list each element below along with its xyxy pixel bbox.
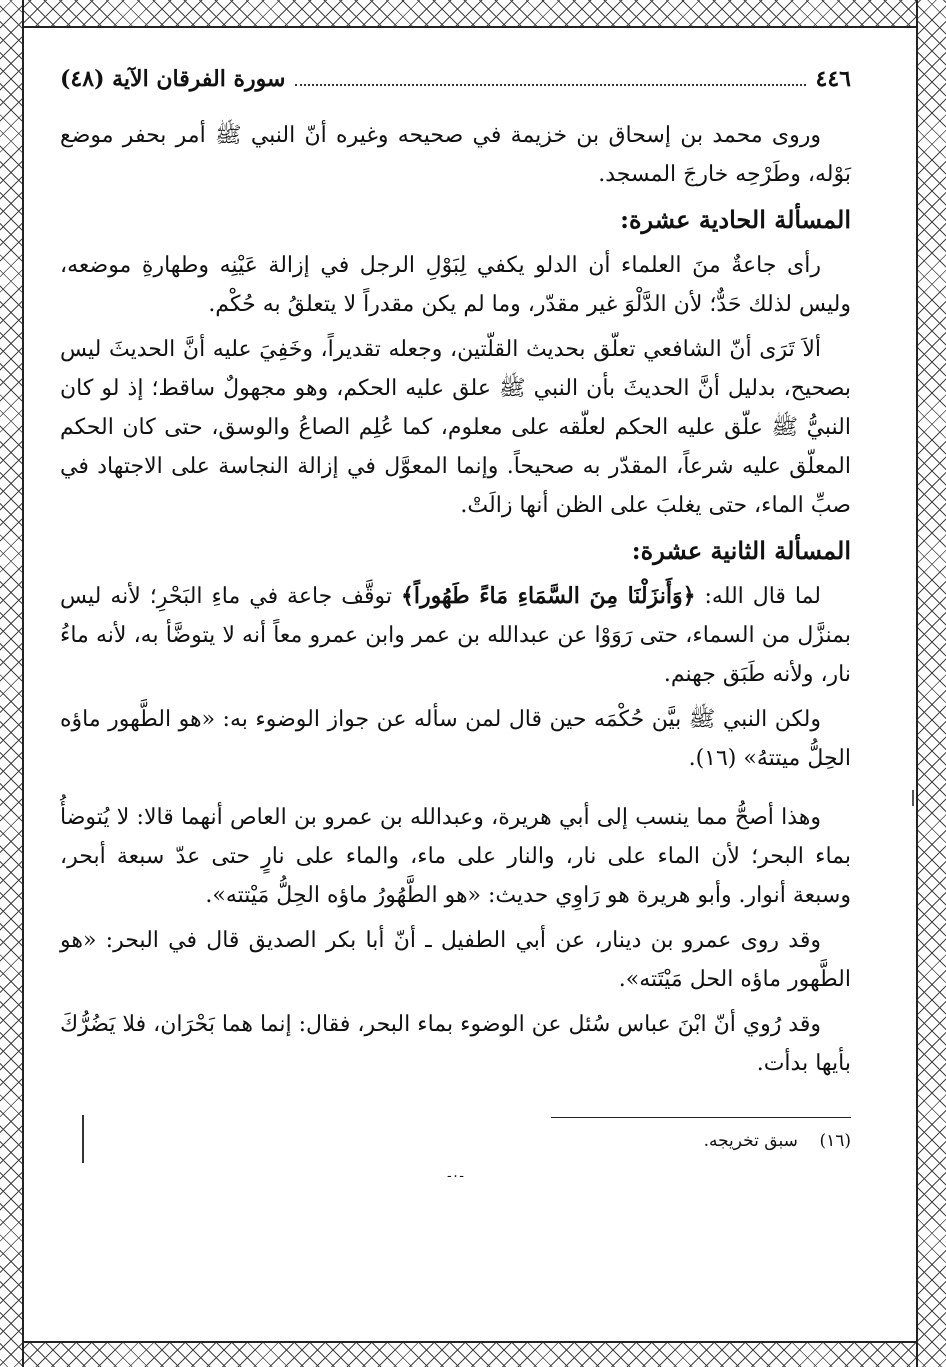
footnote-number: (١٦) xyxy=(819,1131,851,1151)
paragraph: وقد رُوي أنّ ابْنَ عباس سُئل عن الوضوء بماء البحر، فقال: إنما هما بَحْرَان، فلا يَضُرُّكَ بأيها بدأت. xyxy=(60,1012,851,1076)
section-heading: المسألة الثانية عشرة: xyxy=(631,536,851,565)
running-header xyxy=(60,60,851,110)
paragraph: ألاَ تَرَى أنّ الشافعي تعلّق بحديث القلّتين، وجعله تقديراً، وخَفِيَ عليه أنَّ الحديثَ ليس بصحيح، بدليل أنَّ الحديثَ بأن النبي ﷺ علق عليه الحكم، وهو مجهولٌ ساقط؛ إذ لو كان النبيُّ ﷺ علّق عليه الحكم لعلّقه على معلوم، كما عُلِم الصاعُ والوسق، حتى كان الحكم المعلّق عليه شرعاً، المقدّر به صحيحاً. وإنما المعوَّل في إزالة النجاسة على الاجتهاد في صبِّ الماء، حتى يغلبَ على الظن أنها زالَتْ. xyxy=(60,337,851,518)
paragraph: ولكن النبي ﷺ بيَّن حُكْمَه حين قال لمن سأله عن جواز الوضوء به: «هو الطَّهور ماؤه الحِلُّ ميتتهُ» (١٦). xyxy=(60,707,851,771)
decorative-border-left xyxy=(0,0,24,1367)
page-number: ٤٤٦ xyxy=(815,66,851,92)
footnote xyxy=(60,1128,851,1154)
header-title: سورة الفرقان الآية (٤٨) xyxy=(60,66,286,92)
decorative-border-top xyxy=(0,0,946,28)
decorative-border-right xyxy=(916,0,946,1367)
footnote-text: سبق تخريجه. xyxy=(703,1131,798,1151)
paragraph: وهذا أصحُّ مما ينسب إلى أبي هريرة، وعبدالله بن عمرو بن العاص أنهما قالا: لا يُتوضأُ بماء البحر؛ لأن الماء على نار، والنار على ماء، والماء على نارٍ حتى عدّ سبعة أبحر، وسبعة أنوار. وأبو هريرة هو رَاوِي حديث: «هو الطَّهُورُ ماؤه الحِلُّ مَيْتته». xyxy=(60,805,851,908)
section-heading: المسألة الحادية عشرة: xyxy=(620,205,851,234)
paragraph-continuation: توقَّف جاعة في ماءِ البَحْرِ؛ لأنه ليس بمنزَّل من السماء، حتى رَوَوْا عن عبدالله بن عمر وابن عمرو معاً أنه لا يتوضَّأ به، لأنه ماءُ نار، ولأنه طَبَق جهنم. xyxy=(60,584,851,687)
paragraph: رأى جاعةٌ منَ العلماء أن الدلو يكفي لِبَوْلِ الرجل في إزالة عَيْنِه وطهارةِ موضعه، وليس لذلك حَدٌّ؛ لأن الدَّلْوَ غير مقدّر، وما لم يكن مقدراً لا يتعلقُ به حُكْم. xyxy=(60,253,851,317)
spacer xyxy=(60,778,851,792)
paragraph xyxy=(60,577,851,694)
margin-mark xyxy=(912,790,914,806)
page-mark: -٠- xyxy=(447,1168,464,1184)
quote-intro: لما قال الله: xyxy=(704,584,822,609)
quran-verse: ﴿وَأَنزَلْنَا مِنَ السَّمَاءِ مَاءً طَهُوراً﴾ xyxy=(400,583,696,609)
header-dot-leader xyxy=(295,84,805,86)
footnote-separator xyxy=(551,1117,851,1118)
decorative-border-bottom xyxy=(0,1341,946,1367)
paragraph: وقد روى عمرو بن دينار، عن أبي الطفيل ـ أنّ أبا بكر الصديق قال في البحر: «هو الطَّهور ماؤه الحل مَيْتَته». xyxy=(60,928,851,992)
paragraph: وروى محمد بن إسحاق بن خزيمة في صحيحه وغيره أنّ النبي ﷺ أمر بحفر موضع بَوْله، وطَرْحِه خارجَ المسجد. xyxy=(60,123,851,187)
page-content xyxy=(60,60,851,1307)
